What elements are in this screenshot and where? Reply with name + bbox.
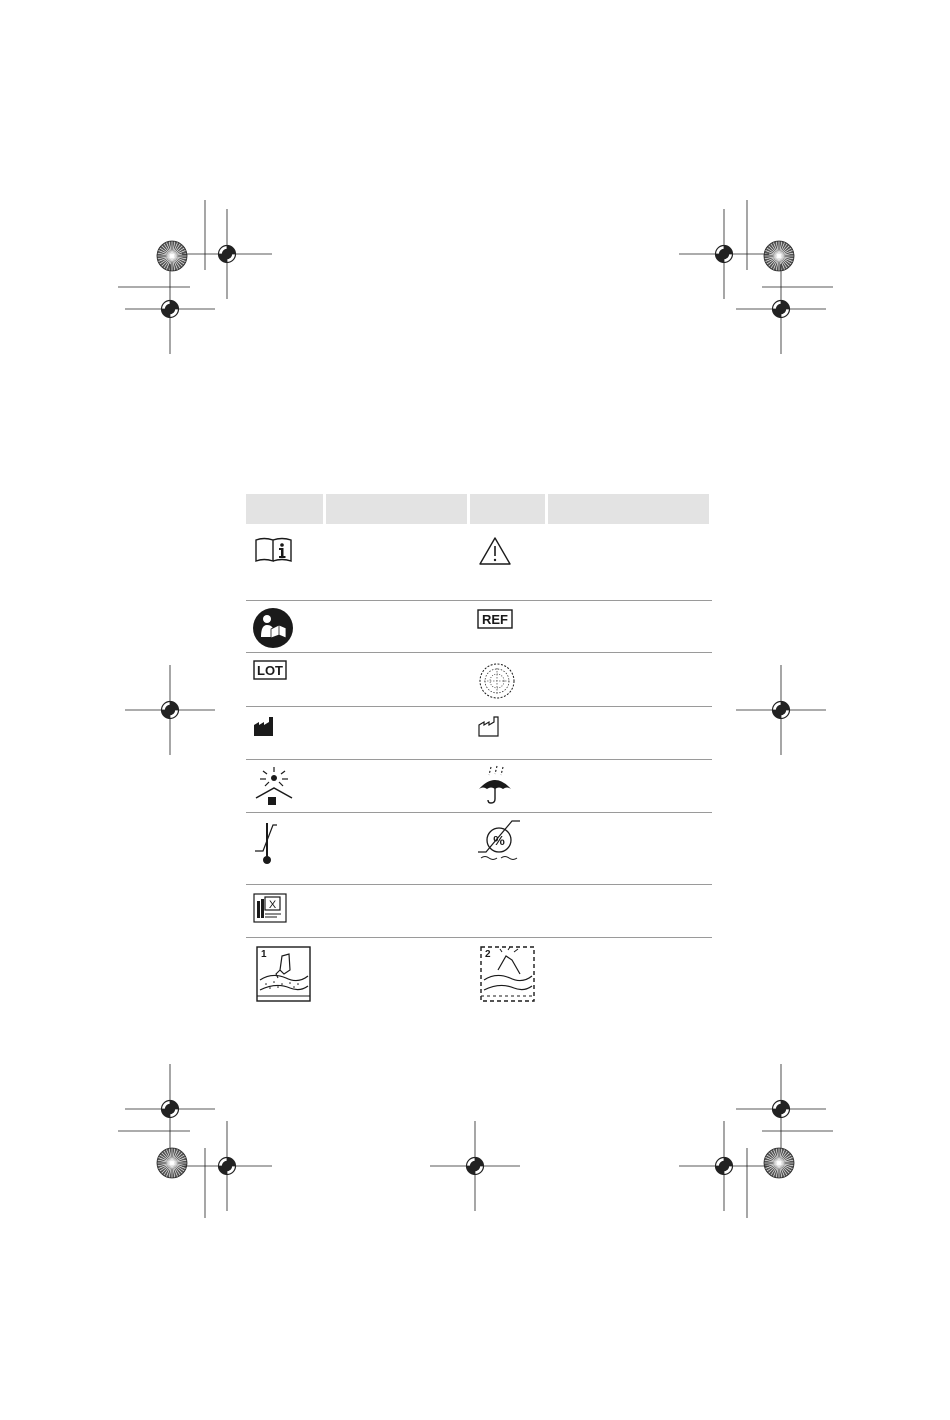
- symbol-cell-empty: [472, 885, 712, 937]
- table-row: [246, 653, 712, 707]
- symbol-cell: [246, 653, 472, 706]
- temperature-limit-icon: [252, 819, 278, 867]
- date-of-manufacture-icon: [478, 715, 502, 737]
- symbol-cell: [472, 938, 712, 1010]
- symbol-cell: [246, 885, 472, 937]
- symbol-cell: [472, 653, 712, 706]
- manufacturer-icon: [253, 715, 277, 737]
- header-cell-symbol-2: [470, 494, 545, 524]
- ref-label: REF: [482, 612, 508, 627]
- symbol-cell: [246, 524, 472, 600]
- symbol-cell: [246, 707, 472, 759]
- symbol-cell: [472, 760, 712, 812]
- sterilization-indicator-icon: [478, 662, 516, 700]
- symbol-cell: [246, 813, 472, 884]
- keep-away-from-sunlight-icon: [252, 766, 296, 808]
- symbol-cell: [472, 813, 712, 884]
- symbol-cell: [246, 938, 472, 1010]
- follow-instructions-icon: [252, 607, 294, 649]
- application-step-1-icon: [256, 946, 312, 1004]
- symbol-table: [246, 494, 712, 1010]
- symbol-cell: [472, 707, 712, 759]
- table-row: [246, 813, 712, 885]
- box-x-label: X: [268, 899, 277, 911]
- step-2-number: 2: [485, 949, 491, 960]
- percent-label: %: [493, 833, 505, 848]
- step-1-number: 1: [261, 949, 267, 960]
- lot-label: LOT: [257, 663, 283, 678]
- keep-dry-icon: [477, 765, 513, 807]
- header-cell-meaning-1: [326, 494, 467, 524]
- table-row: [246, 760, 712, 813]
- packaging-unit-icon: [253, 893, 287, 923]
- lot-batch-code-icon: [253, 660, 287, 680]
- table-row: [246, 601, 712, 653]
- table-row: [246, 938, 712, 1010]
- table-row: [246, 707, 712, 760]
- header-cell-meaning-2: [548, 494, 709, 524]
- symbol-cell: [472, 601, 712, 652]
- symbol-cell: [246, 760, 472, 812]
- instructions-info-icon: [254, 536, 294, 564]
- symbol-cell: [246, 601, 472, 652]
- caution-warning-icon: [478, 536, 512, 566]
- symbol-cell: [472, 524, 712, 600]
- humidity-limit-icon: [477, 818, 521, 864]
- ref-catalogue-number-icon: [477, 609, 513, 629]
- application-step-2-icon: [480, 946, 536, 1004]
- header-cell-symbol-1: [246, 494, 323, 524]
- table-row: [246, 524, 712, 601]
- table-row: [246, 885, 712, 938]
- table-header: [246, 494, 712, 524]
